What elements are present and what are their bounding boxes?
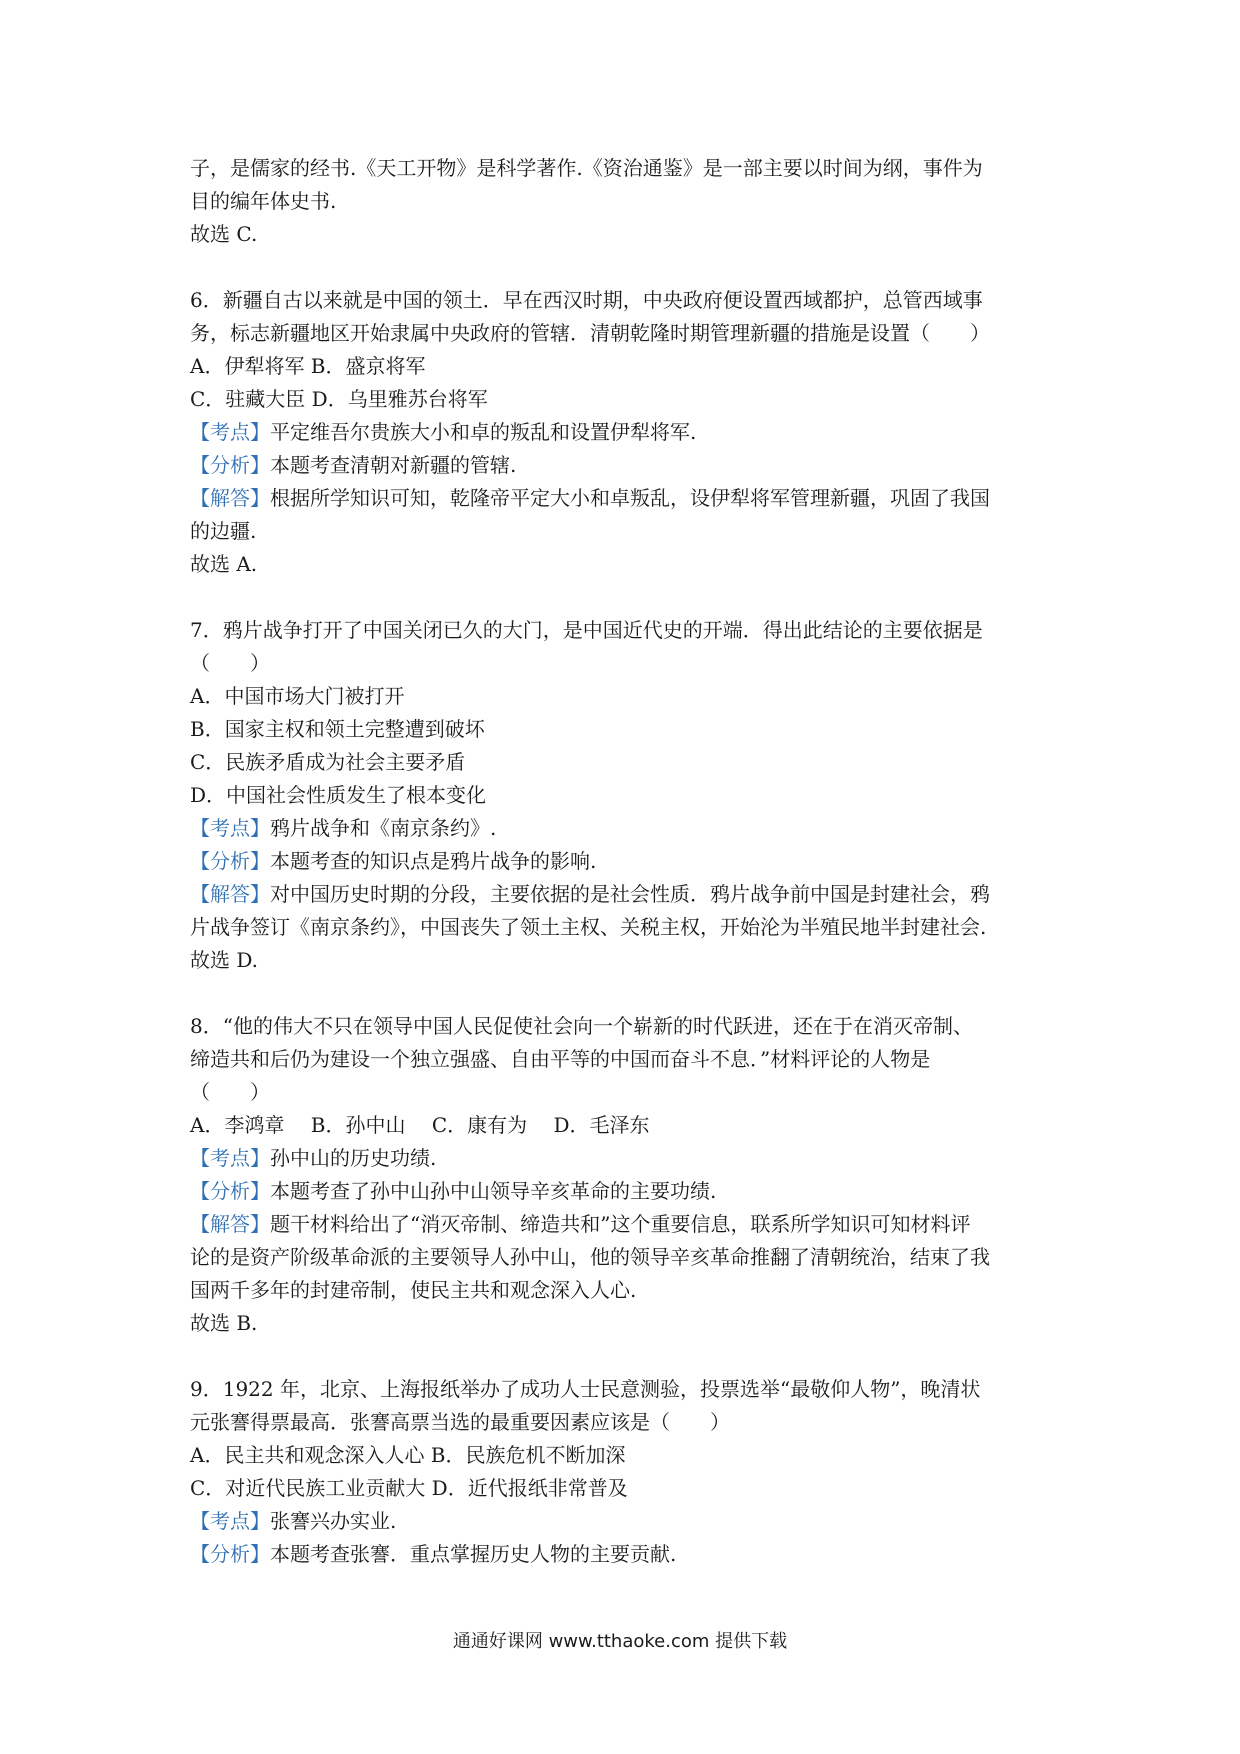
line-text: 9．1922 年，北京、上海报纸举办了成功人士民意测验，投票选举“最敬仰人物”，晚清状 [190, 1377, 981, 1401]
text-line [190, 1142, 1070, 1175]
section-tag: 【考点】 [190, 1146, 270, 1170]
line-text: 张謇兴办实业. [270, 1509, 397, 1533]
section-tag: 【分析】 [190, 849, 270, 873]
line-text: 6．新疆自古以来就是中国的领土．早在西汉时期，中央政府便设置西域都护，总管西域事 [190, 288, 983, 312]
text-line [190, 1010, 1070, 1043]
line-text: 片战争签订《南京条约》，中国丧失了领土主权、关税主权，开始沦为半殖民地半封建社会. [190, 915, 987, 939]
text-line [190, 317, 1070, 350]
text-line [190, 1373, 1070, 1406]
section-tag: 【考点】 [190, 420, 270, 444]
line-text: 本题考查清朝对新疆的管辖. [270, 453, 517, 477]
text-line [190, 878, 1070, 911]
line-text: （ ） [190, 651, 270, 675]
line-text: 本题考查的知识点是鸦片战争的影响. [270, 849, 597, 873]
text-line [190, 746, 1070, 779]
text-line [190, 845, 1070, 878]
text-line [190, 1208, 1070, 1241]
section-tag: 【解答】 [190, 882, 270, 906]
text-line [190, 1472, 1070, 1505]
line-text: 故选 C. [190, 222, 258, 246]
line-text: B．国家主权和领土完整遭到破坏 [190, 717, 485, 741]
text-line [190, 647, 1070, 680]
text-line [190, 284, 1070, 317]
line-text: A．民主共和观念深入人心 B．民族危机不断加深 [190, 1443, 626, 1467]
line-text: 论的是资产阶级革命派的主要领导人孙中山，他的领导辛亥革命推翻了清朝统治，结束了我 [190, 1245, 990, 1269]
section-tag: 【考点】 [190, 816, 270, 840]
text-line [190, 812, 1070, 845]
text-line [190, 1538, 1070, 1571]
section-tag: 【分析】 [190, 453, 270, 477]
text-line [190, 515, 1070, 548]
page-footer: 通通好课网 www.tthaoke.com 提供下载 [452, 1631, 788, 1652]
section-tag: 【解答】 [190, 1212, 270, 1236]
line-text: 故选 D. [190, 948, 259, 972]
paragraph-gap [190, 1340, 1070, 1373]
text-line [190, 383, 1070, 416]
text-line [190, 1241, 1070, 1274]
text-line [190, 449, 1070, 482]
text-line [190, 614, 1070, 647]
line-text: 缔造共和后仍为建设一个独立强盛、自由平等的中国而奋斗不息．”材料评论的人物是 [190, 1047, 931, 1071]
text-line [190, 1043, 1070, 1076]
text-line [190, 416, 1070, 449]
line-text: 元张謇得票最高．张謇高票当选的最重要因素应该是（ ） [190, 1410, 730, 1434]
line-text: 故选 A. [190, 552, 258, 576]
text-line [190, 482, 1070, 515]
line-text: A．李鸿章 B．孙中山 C．康有为 D．毛泽东 [190, 1113, 650, 1137]
line-text: 根据所学知识可知，乾隆帝平定大小和卓叛乱，设伊犁将军管理新疆，巩固了我国 [270, 486, 990, 510]
text-line [190, 680, 1070, 713]
text-line [190, 350, 1070, 383]
line-text: 对中国历史时期的分段，主要依据的是社会性质．鸦片战争前中国是封建社会，鸦 [270, 882, 990, 906]
line-text: 平定维吾尔贵族大小和卓的叛乱和设置伊犁将军. [270, 420, 697, 444]
text-line [190, 1274, 1070, 1307]
text-line [190, 548, 1070, 581]
line-text: （ ） [190, 1080, 270, 1104]
line-text: A．中国市场大门被打开 [190, 684, 405, 708]
section-tag: 【分析】 [190, 1542, 270, 1566]
line-text: C．民族矛盾成为社会主要矛盾 [190, 750, 466, 774]
line-text: D．中国社会性质发生了根本变化 [190, 783, 487, 807]
line-text: 的边疆. [190, 519, 257, 543]
section-tag: 【考点】 [190, 1509, 270, 1533]
paragraph-gap [190, 977, 1070, 1010]
line-text: 本题考查张謇．重点掌握历史人物的主要贡献. [270, 1542, 677, 1566]
text-line [190, 152, 1070, 185]
text-line [190, 1076, 1070, 1109]
line-text: 7．鸦片战争打开了中国关闭已久的大门，是中国近代史的开端．得出此结论的主要依据是 [190, 618, 983, 642]
line-text: A．伊犁将军 B．盛京将军 [190, 354, 426, 378]
section-tag: 【分析】 [190, 1179, 270, 1203]
text-line [190, 218, 1070, 251]
paragraph-gap [190, 251, 1070, 284]
line-text: 题干材料给出了“消灭帝制、缔造共和”这个重要信息，联系所学知识可知材料评 [270, 1212, 971, 1236]
section-tag: 【解答】 [190, 486, 270, 510]
text-line [190, 944, 1070, 977]
line-text: 务，标志新疆地区开始隶属中央政府的管辖．清朝乾隆时期管理新疆的措施是设置（ ） [190, 321, 990, 345]
text-line [190, 911, 1070, 944]
text-line [190, 713, 1070, 746]
paragraph-gap [190, 581, 1070, 614]
line-text: C．对近代民族工业贡献大 D．近代报纸非常普及 [190, 1476, 628, 1500]
line-text: 8．“他的伟大不只在领导中国人民促使社会向一个崭新的时代跃进，还在于在消灭帝制、 [190, 1014, 973, 1038]
text-line [190, 1307, 1070, 1340]
document-page [190, 152, 1070, 1571]
line-text: 故选 B. [190, 1311, 258, 1335]
line-text: C．驻藏大臣 D．乌里雅苏台将军 [190, 387, 488, 411]
text-line [190, 779, 1070, 812]
line-text: 国两千多年的封建帝制，使民主共和观念深入人心. [190, 1278, 637, 1302]
line-text: 本题考查了孙中山孙中山领导辛亥革命的主要功绩. [270, 1179, 717, 1203]
text-line [190, 185, 1070, 218]
text-line [190, 1109, 1070, 1142]
line-text: 鸦片战争和《南京条约》. [270, 816, 497, 840]
text-line [190, 1175, 1070, 1208]
text-line [190, 1439, 1070, 1472]
line-text: 子，是儒家的经书.《天工开物》是科学著作.《资治通鉴》是一部主要以时间为纲，事件为 [190, 156, 983, 180]
line-text: 孙中山的历史功绩. [270, 1146, 437, 1170]
line-text: 目的编年体史书. [190, 189, 337, 213]
text-line [190, 1505, 1070, 1538]
text-line [190, 1406, 1070, 1439]
